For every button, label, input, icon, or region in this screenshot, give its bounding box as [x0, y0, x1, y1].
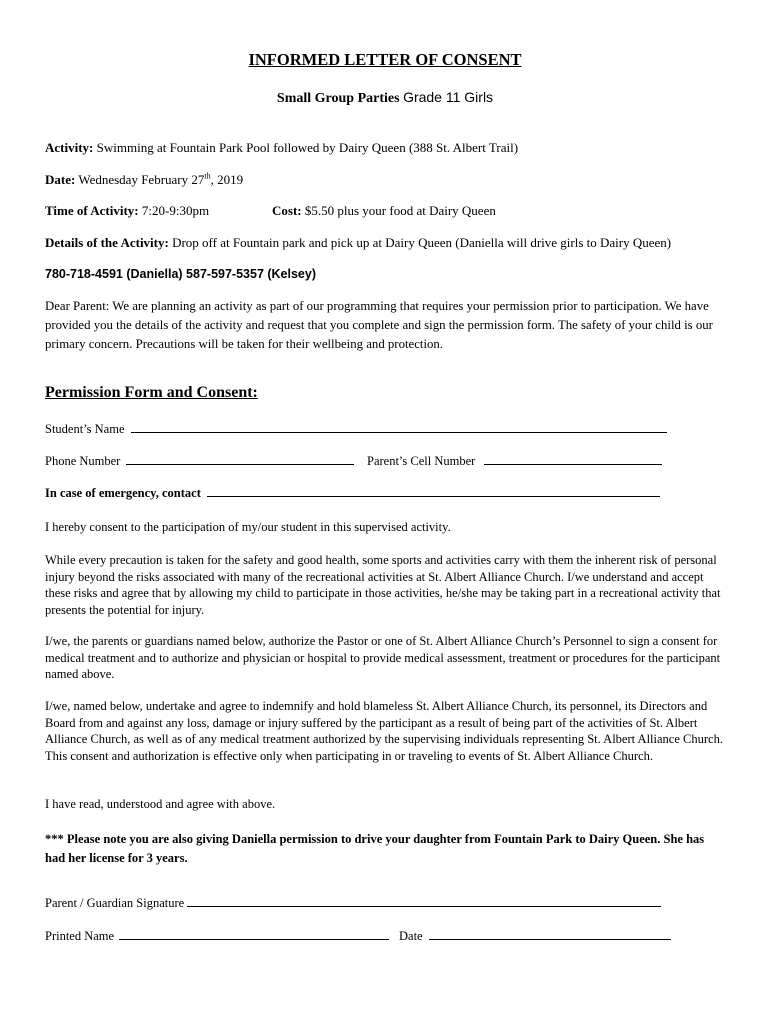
- date-sign-field[interactable]: [429, 929, 671, 940]
- details-label: Details of the Activity:: [45, 235, 169, 250]
- details-line: [45, 235, 671, 251]
- details-value: Drop off at Fountain park and pick up at Dairy Queen (Daniella will drive girls to Dairy Queen): [172, 235, 672, 250]
- risk-paragraph: While every precaution is taken for the safety and good health, some sports and activities carry with them the inherent risk of personal injury beyond the risks associated with many of the recreational activities at St. Albert Alliance Church. I/we understand and accept these risks and agree that by allowing my child to participate in those activities, he/she may be taking part in a recreational activity that presents the potential for injury.: [45, 553, 721, 617]
- date-sign-label: Date: [399, 929, 423, 943]
- intro-paragraph: Dear Parent: We are planning an activity as part of our programming that requires your permission prior to participation. We have provided you the details of the activity and request that you complete and sign the permission form. The safety of your child is our primary concern. Precautions will be taken for their wellbeing and protection.: [45, 299, 713, 351]
- activity-value: Swimming at Fountain Park Pool followed by Dairy Queen (388 St. Albert Trail): [96, 140, 519, 155]
- printed-name-field[interactable]: [119, 929, 389, 940]
- letter-subtitle: [0, 89, 770, 107]
- printed-name-label: Printed Name: [45, 929, 115, 943]
- indemnify-paragraph: I/we, named below, undertake and agree to indemnify and hold blameless St. Albert Alliance Church, its personnel, its Directors and Board from and against any loss, damage or injury suffered by the participant as a result of being part of the activities of St. Albert Alliance Church, as well as of any medical treatment authorized by the supervising individuals representing St. Albert Alliance Church. This consent and authorization is effective only when participating in or traveling to events of St. Albert Alliance Church.: [45, 699, 723, 763]
- contact-phones: 780-718-4591 (Daniella) 587-597-5357 (Kelsey): [45, 267, 317, 281]
- signature-label: Parent / Guardian Signature: [45, 896, 185, 910]
- time-value: 7:20-9:30pm: [141, 203, 210, 218]
- emergency-field[interactable]: [207, 486, 660, 497]
- agree-statement: I have read, understood and agree with above.: [45, 797, 276, 811]
- student-name-label: Student’s Name: [45, 422, 125, 436]
- time-line: [45, 203, 209, 219]
- student-name-row: [45, 422, 667, 437]
- medical-paragraph: I/we, the parents or guardians named below, authorize the Pastor or one of St. Albert Alliance Church’s Personnel to sign a consent for medical treatment and to authorize and physician or hospital to provide medical assessment, treatment or procedures for the participant named above.: [45, 634, 721, 681]
- phone-row: [45, 454, 354, 469]
- time-label: Time of Activity:: [45, 203, 139, 218]
- signature-field[interactable]: [187, 896, 661, 907]
- subtitle-bold: Small Group Parties: [276, 91, 400, 106]
- date-suffix: th: [204, 171, 211, 181]
- cost-line: [272, 203, 496, 219]
- parent-cell-field[interactable]: [484, 454, 662, 465]
- date-year: , 2019: [210, 172, 244, 187]
- letter-title: INFORMED LETTER OF CONSENT: [248, 50, 522, 69]
- activity-label: Activity:: [45, 140, 94, 155]
- driving-note: *** Please note you are also giving Daniella permission to drive your daughter from Fountain Park to Dairy Queen. She has had her license for 3 years.: [45, 832, 705, 865]
- parent-cell-row: [367, 454, 662, 469]
- signature-row: [45, 896, 661, 911]
- parent-cell-label: Parent’s Cell Number: [367, 454, 476, 468]
- date-value-main: Wednesday February 27: [78, 172, 205, 187]
- emergency-row: [45, 486, 660, 501]
- date-value: [78, 172, 243, 187]
- phone-field[interactable]: [126, 454, 354, 465]
- consent-statement: I hereby consent to the participation of my/our student in this supervised activity.: [45, 520, 451, 534]
- subtitle-grade: Grade 11 Girls: [403, 89, 494, 105]
- date-line: [45, 172, 243, 188]
- student-name-field[interactable]: [131, 422, 667, 433]
- form-heading: Permission Form and Consent:: [45, 384, 258, 401]
- emergency-label: In case of emergency, contact: [45, 486, 201, 500]
- cost-value: $5.50 plus your food at Dairy Queen: [304, 203, 496, 218]
- date-label: Date:: [45, 172, 76, 187]
- cost-label: Cost:: [272, 203, 302, 218]
- phone-label: Phone Number: [45, 454, 121, 468]
- activity-line: [45, 140, 518, 156]
- printed-name-row: [45, 929, 389, 944]
- date-sign-row: [399, 929, 671, 944]
